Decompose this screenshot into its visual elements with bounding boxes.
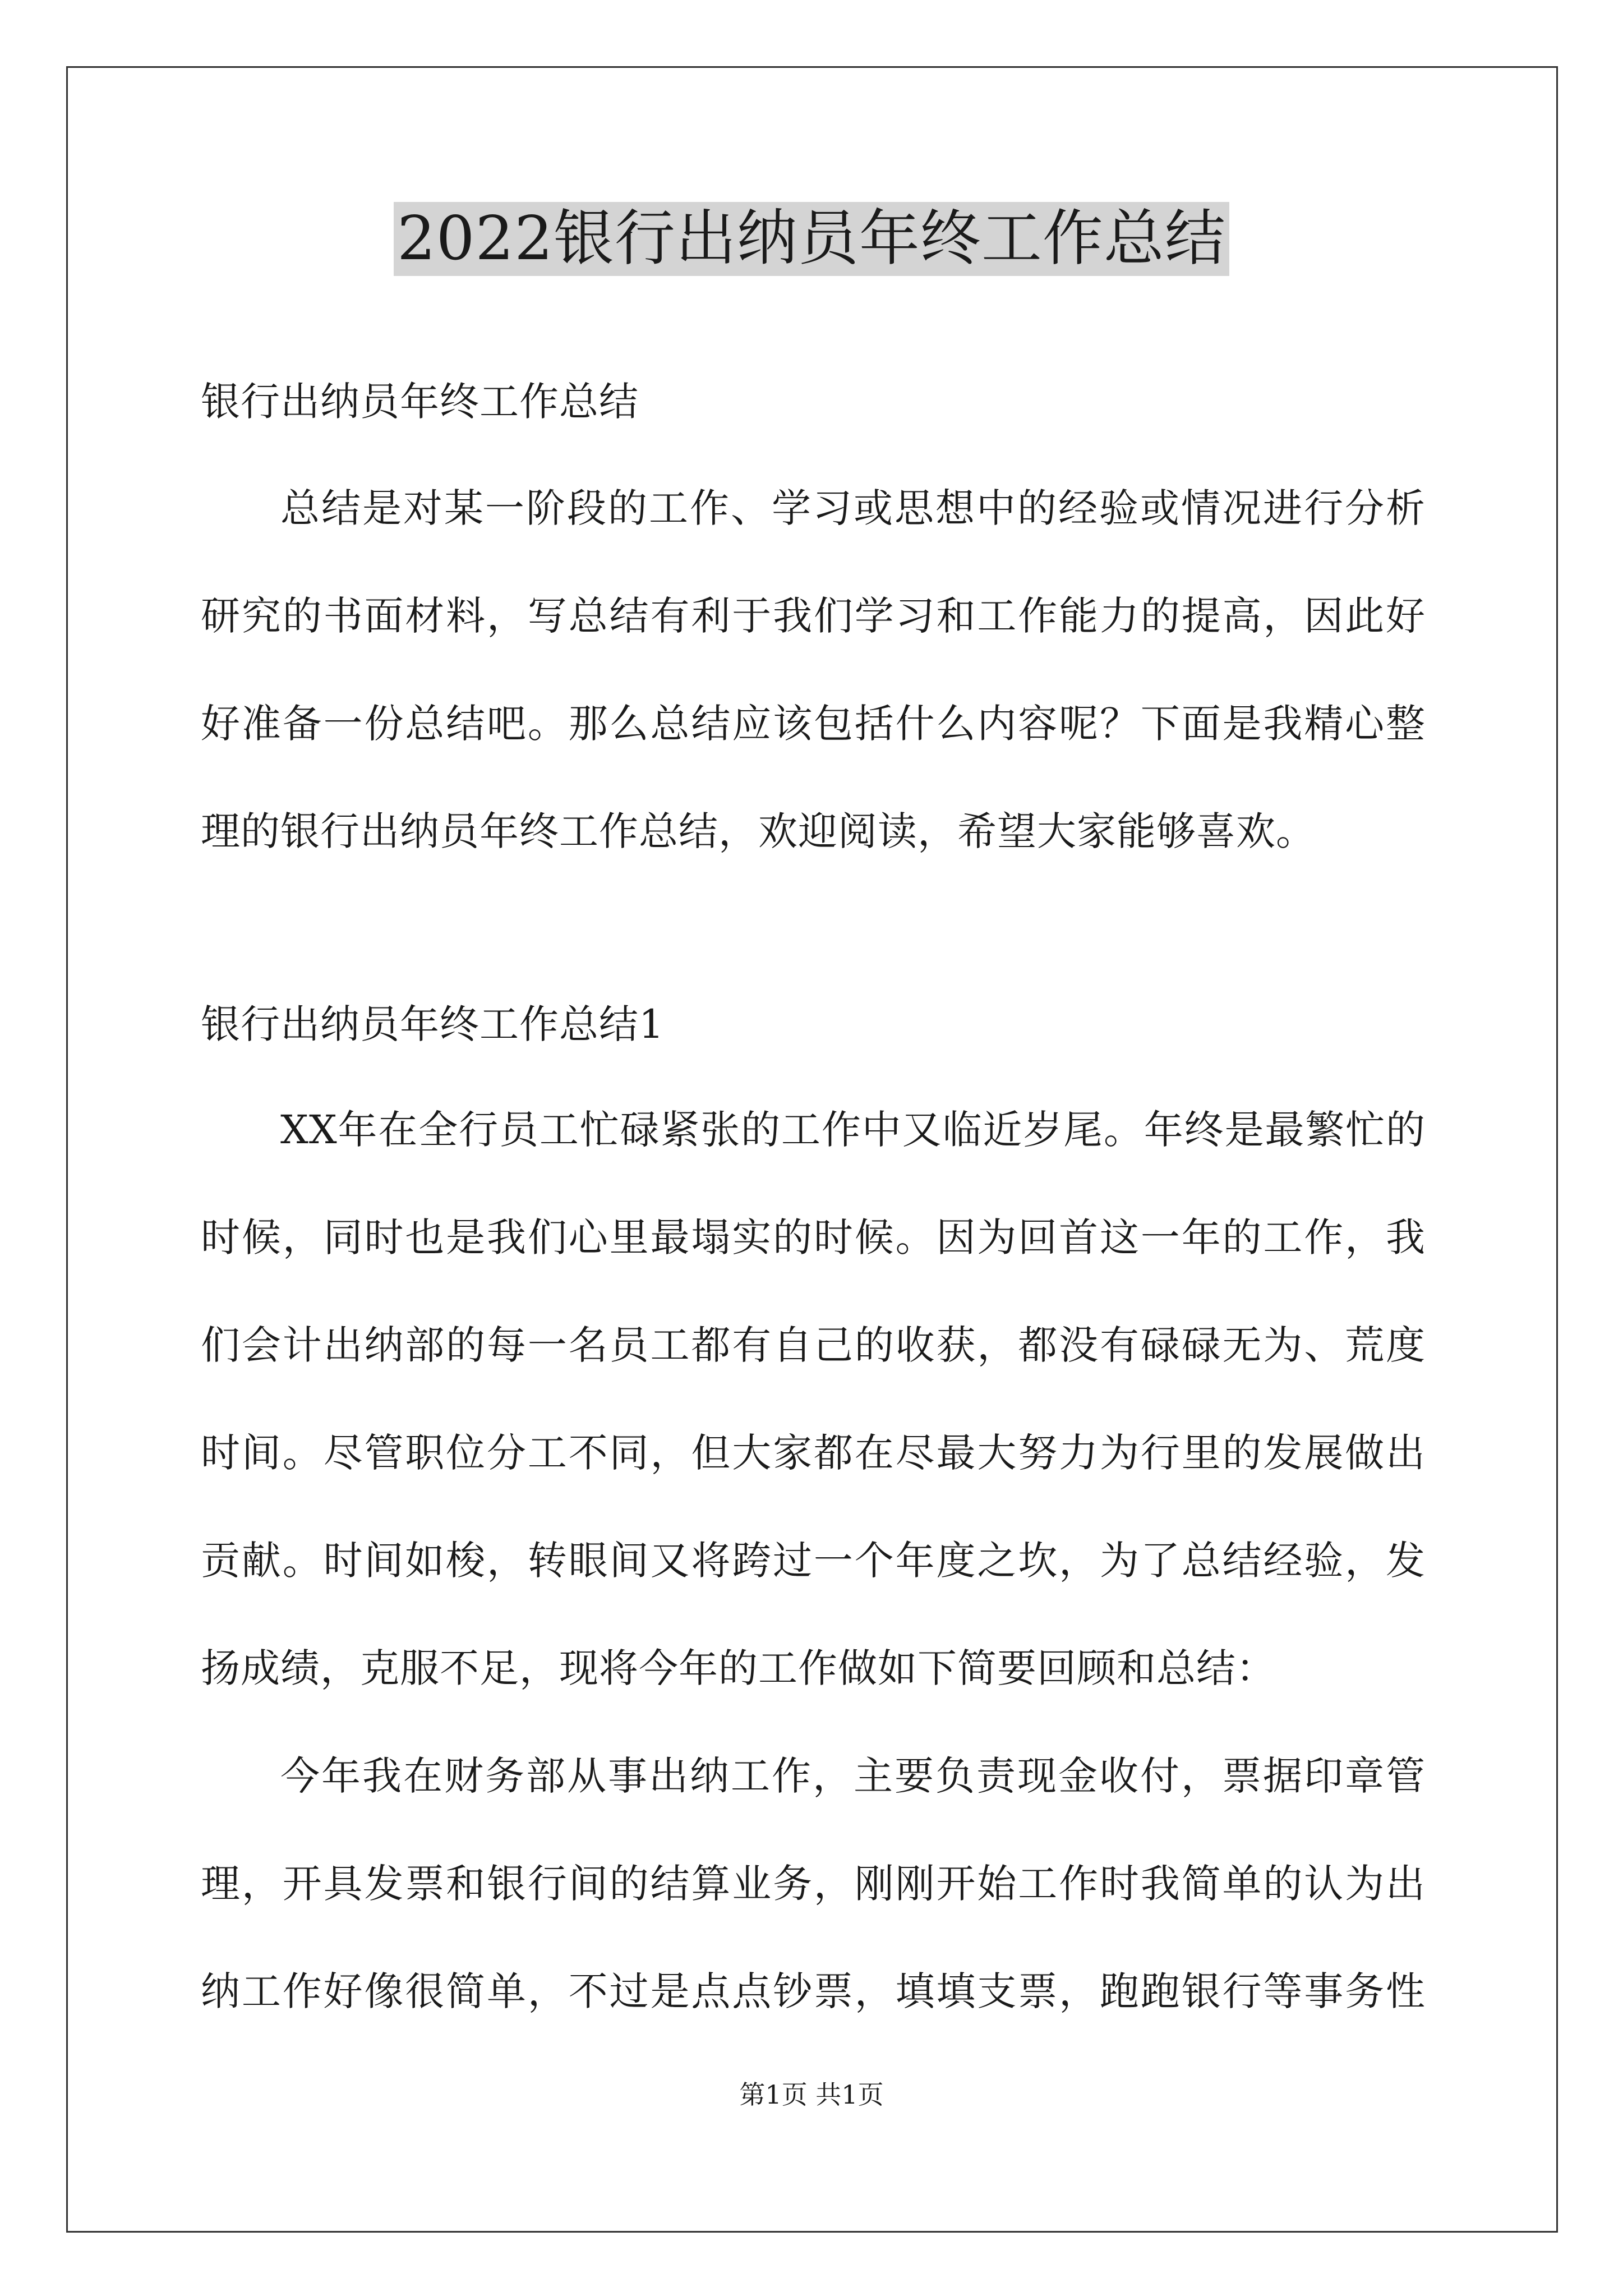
para2-line-2: 理，开具发票和银行间的结算业务，刚刚开始工作时我简单的认为出 [201, 1861, 1426, 1907]
intro-paragraph [201, 454, 1426, 885]
subtitle: 银行出纳员年终工作总结 [201, 379, 639, 425]
para1-line-4: 时间。尽管职位分工不同，但大家都在尽最大努力为行里的发展做出 [201, 1430, 1426, 1476]
document-title: 2022银行出纳员年终工作总结 [394, 202, 1229, 276]
para1-line-5: 贡献。时间如梭，转眼间又将跨过一个年度之坎，为了总结经验，发 [201, 1538, 1426, 1584]
paragraph-1 [201, 1076, 1426, 1722]
para1-line-1: XX年在全行员工忙碌紧张的工作中又临近岁尾。年终是最繁忙的 [280, 1107, 1426, 1153]
para1-line-6: 扬成绩，克服不足，现将今年的工作做如下简要回顾和总结： [201, 1645, 1276, 1691]
paragraph-2 [201, 1722, 1426, 2045]
title-container [0, 202, 1623, 276]
para1-line-2: 时候，同时也是我们心里最塌实的时候。因为回首这一年的工作，我 [201, 1214, 1426, 1260]
para1-line-3: 们会计出纳部的每一名员工都有自己的收获，都没有碌碌无为、荒度 [201, 1322, 1426, 1368]
page-footer: 第1页 共1页 [739, 2079, 884, 2110]
intro-line-1: 总结是对某一阶段的工作、学习或思想中的经验或情况进行分析 [280, 485, 1426, 531]
section-heading: 银行出纳员年终工作总结1 [201, 1001, 665, 1047]
intro-line-3: 好准备一份总结吧。那么总结应该包括什么内容呢？下面是我精心整 [201, 701, 1426, 747]
intro-line-4: 理的银行出纳员年终工作总结，欢迎阅读，希望大家能够喜欢。 [201, 808, 1316, 854]
para2-line-3: 纳工作好像很简单，不过是点点钞票，填填支票，跑跑银行等事务性 [201, 1968, 1426, 2014]
intro-line-2: 研究的书面材料，写总结有利于我们学习和工作能力的提高，因此好 [201, 593, 1426, 639]
para2-line-1: 今年我在财务部从事出纳工作，主要负责现金收付，票据印章管 [280, 1753, 1426, 1799]
